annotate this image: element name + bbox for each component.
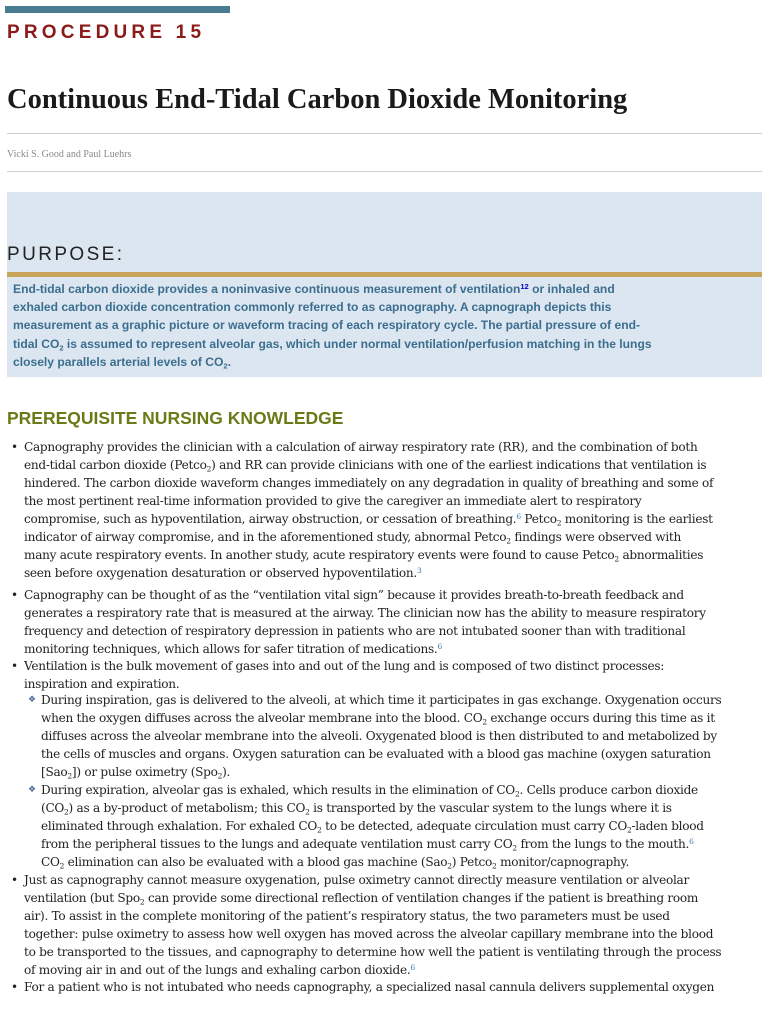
body-line	[41, 763, 230, 781]
subscript: 2	[626, 825, 632, 835]
citation-link[interactable]: 6	[437, 641, 442, 651]
bullet-icon: •	[11, 659, 19, 673]
subscript: 2	[217, 771, 223, 781]
top-accent-rule	[5, 6, 230, 13]
text-run: seen before oxygenation desaturation or observed hypoventilation.	[24, 566, 417, 580]
text-run: hindered. The carbon dioxide waveform changes immediately on any degradation in quality of breathing and some of	[24, 476, 714, 490]
text-run: or inhaled and	[528, 282, 615, 296]
procedure-label: PROCEDURE 15	[7, 22, 206, 43]
text-run: the most pertinent real-time information provided to give the caregiver an immediate alert to respiratory	[24, 494, 642, 508]
body-line	[24, 456, 706, 474]
text-run: CO	[41, 855, 60, 869]
subscript: 2	[514, 789, 520, 799]
citation-link[interactable]: 6	[689, 836, 694, 846]
text-run: ).	[222, 765, 231, 779]
body-line	[41, 817, 704, 835]
text-run: the cells of muscles and organs. Oxygen saturation can be evaluated with a blood gas machine (oxygen saturation	[41, 747, 711, 761]
subscript: 2	[64, 807, 69, 817]
body-line	[41, 727, 717, 745]
text-run: closely parallels arterial levels of CO	[13, 354, 224, 369]
subscript: 2	[512, 843, 517, 853]
text-run: of moving air in and out of the lungs and exhaling carbon dioxide.	[24, 963, 411, 977]
text-run: . Cells produce carbon dioxide	[519, 783, 698, 797]
body-line	[24, 907, 670, 925]
bullet-icon: •	[11, 873, 19, 887]
text-run: monitoring techniques, which allows for safer titration of medications.	[24, 642, 438, 656]
purpose-line	[13, 298, 758, 316]
text-run: exchange occurs during this time as it	[486, 711, 715, 725]
subscript: 2	[556, 518, 562, 528]
subscript: 2	[482, 717, 487, 727]
body-line	[41, 691, 721, 709]
text-run: [Sao	[41, 765, 68, 779]
text-run: indicator of airway compromise, and in the aforementioned study, abnormal Petco	[24, 530, 507, 544]
subscript: 2	[614, 554, 619, 564]
bullet-icon: •	[11, 588, 19, 602]
body-line	[24, 546, 703, 564]
section-heading: PREREQUISITE NURSING KNOWLEDGE	[7, 408, 344, 428]
text-run: End-tidal carbon dioxide provides a noninvasive continuous measurement of ventilation	[13, 282, 521, 296]
body-line	[24, 528, 681, 546]
text-run: measurement as a graphic picture or waveform tracing of each respiratory cycle. The partial pressure of end-	[13, 318, 641, 333]
citation-link[interactable]: 3	[416, 565, 422, 575]
text-run: is assumed to represent alveolar gas, which under normal ventilation/perfusion matching in the lungs	[63, 336, 652, 351]
body-line	[24, 961, 415, 979]
body-line	[24, 978, 714, 996]
text-run: is transported by the vascular system to the lungs where it is	[309, 801, 672, 815]
purpose-text	[13, 280, 758, 371]
text-run: generates a respiratory rate that is measured at the airway. The clinician now has the ability to measure respiratory	[24, 606, 706, 620]
text-run: During expiration, alveolar gas is exhaled, which results in the elimination of CO	[41, 783, 515, 797]
citation-link[interactable]: 6	[516, 511, 521, 521]
authors: Vicki S. Good and Paul Luehrs	[7, 149, 132, 160]
purpose-line	[13, 316, 758, 334]
text-run: eliminated through exhalation. For exhaled CO	[41, 819, 318, 833]
text-run: ]) or pulse oximetry (Spo	[71, 765, 218, 779]
text-run: tidal CO	[13, 336, 60, 351]
text-run: Capnography can be thought of as the “ventilation vital sign” because it provides breath-to-breath feedback and	[24, 588, 684, 602]
text-run: -laden blood	[631, 819, 704, 833]
subscript: 2	[317, 825, 322, 835]
text-run: Just as capnography cannot measure oxygenation, pulse oximetry cannot directly measure ventilation or alveolar	[24, 873, 689, 887]
text-run: can provide some directional reflection of ventilation changes if the patient is breathing room	[144, 891, 699, 905]
body-line	[41, 781, 698, 799]
bullet-icon: •	[11, 440, 19, 454]
subscript: 2	[139, 897, 145, 907]
text-run: exhaled carbon dioxide concentration commonly referred to as capnography. A capnograph depicts this	[13, 300, 612, 315]
text-run: ) and RR can provide clinicians with one of the earliest indications that ventilation is	[211, 458, 707, 472]
body-line	[41, 799, 672, 817]
body-line	[24, 510, 713, 528]
citation-link[interactable]: 6	[410, 962, 415, 972]
text-run: Capnography provides the clinician with a calculation of airway respiratory rate (RR), and the combination of both	[24, 440, 698, 454]
purpose-line	[13, 280, 758, 298]
text-run: diffuses across the alveolar membrane into the alveoli. Oxygenated blood is then distributed to and metabolized by	[41, 729, 717, 743]
text-run: During inspiration, gas is delivered to the alveoli, at which time it participates in gas exchange. Oxygenation occurs	[41, 693, 722, 707]
authors-divider	[7, 171, 762, 172]
diamond-bullet-icon: ❖	[28, 785, 37, 795]
bullet-icon: •	[11, 980, 19, 994]
text-run: ) as a by-product of metabolism; this CO	[68, 801, 306, 815]
subscript: 2	[223, 361, 228, 371]
body-line	[24, 438, 697, 456]
text-run: For a patient who is not intubated who needs capnography, a specialized nasal cannula delivers supplemental oxygen	[24, 980, 715, 994]
reference-superscript[interactable]: 12	[520, 281, 529, 291]
body-line	[24, 871, 689, 889]
subscript: 2	[59, 342, 64, 352]
subscript: 2	[447, 861, 452, 871]
body-line	[24, 492, 641, 510]
text-run: monitoring is the earliest	[561, 512, 713, 526]
body-line	[24, 943, 721, 961]
text-run: to be transported to the tissues, and capnography to determine how well the patient is ventilating through the process	[24, 945, 722, 959]
body-line	[24, 657, 664, 675]
text-run: ) Petco	[451, 855, 493, 869]
body-line	[41, 835, 694, 853]
body-line	[41, 709, 715, 727]
subscript: 2	[506, 536, 511, 546]
text-run: abnormalities	[618, 548, 704, 562]
body-line	[24, 564, 421, 582]
text-run: findings were observed with	[510, 530, 682, 544]
body-line	[24, 622, 685, 640]
text-run: from the peripheral tissues to the lungs and adequate ventilation must carry CO	[41, 837, 513, 851]
text-run: from the lungs to the mouth.	[516, 837, 690, 851]
body-line	[41, 745, 711, 763]
text-run: compromise, such as hypoventilation, airway obstruction, or cessation of breathing.	[24, 512, 517, 526]
text-run: frequency and detection of respiratory depression in patients who are not intubated sooner than with traditional	[24, 624, 686, 638]
text-run: .	[227, 354, 231, 369]
text-run: end-tidal carbon dioxide (Petco	[24, 458, 207, 472]
text-run: elimination can also be evaluated with a blood gas machine (Sao	[64, 855, 448, 869]
text-run: Petco	[520, 512, 557, 526]
purpose-heading: PURPOSE:	[7, 244, 125, 265]
body-line	[24, 586, 684, 604]
diamond-bullet-icon: ❖	[28, 695, 37, 705]
text-run: inspiration and expiration.	[24, 677, 180, 691]
text-run: air). To assist in the complete monitoring of the patient’s respiratory status, the two parameters must be used	[24, 909, 670, 923]
subscript: 2	[59, 861, 65, 871]
text-run: to be detected, adequate circulation must carry CO	[321, 819, 627, 833]
subscript: 2	[67, 771, 72, 781]
body-line	[24, 604, 706, 622]
body-line	[24, 925, 713, 943]
purpose-divider	[7, 272, 762, 277]
subscript: 2	[492, 861, 497, 871]
title-divider	[7, 133, 762, 134]
text-run: together: pulse oximetry to assess how well oxygen has moved across the alveolar capillary membrane into the blood	[24, 927, 714, 941]
subscript: 2	[305, 807, 310, 817]
text-run: monitor/capnography.	[496, 855, 630, 869]
purpose-line	[13, 353, 758, 371]
body-line	[24, 640, 442, 658]
text-run: Ventilation is the bulk movement of gases into and out of the lung and is composed of two distinct processes:	[24, 659, 665, 673]
body-line	[24, 474, 713, 492]
body-line	[24, 889, 698, 907]
body-line	[41, 853, 629, 871]
purpose-line	[13, 335, 758, 353]
text-run: (CO	[41, 801, 65, 815]
text-run: when the oxygen diffuses across the alveolar membrane into the blood. CO	[41, 711, 483, 725]
subscript: 2	[206, 464, 212, 474]
text-run: many acute respiratory events. In another study, acute respiratory events were found to cause Petco	[24, 548, 615, 562]
text-run: ventilation (but Spo	[24, 891, 140, 905]
page-title: Continuous End-Tidal Carbon Dioxide Monitoring	[7, 84, 628, 115]
